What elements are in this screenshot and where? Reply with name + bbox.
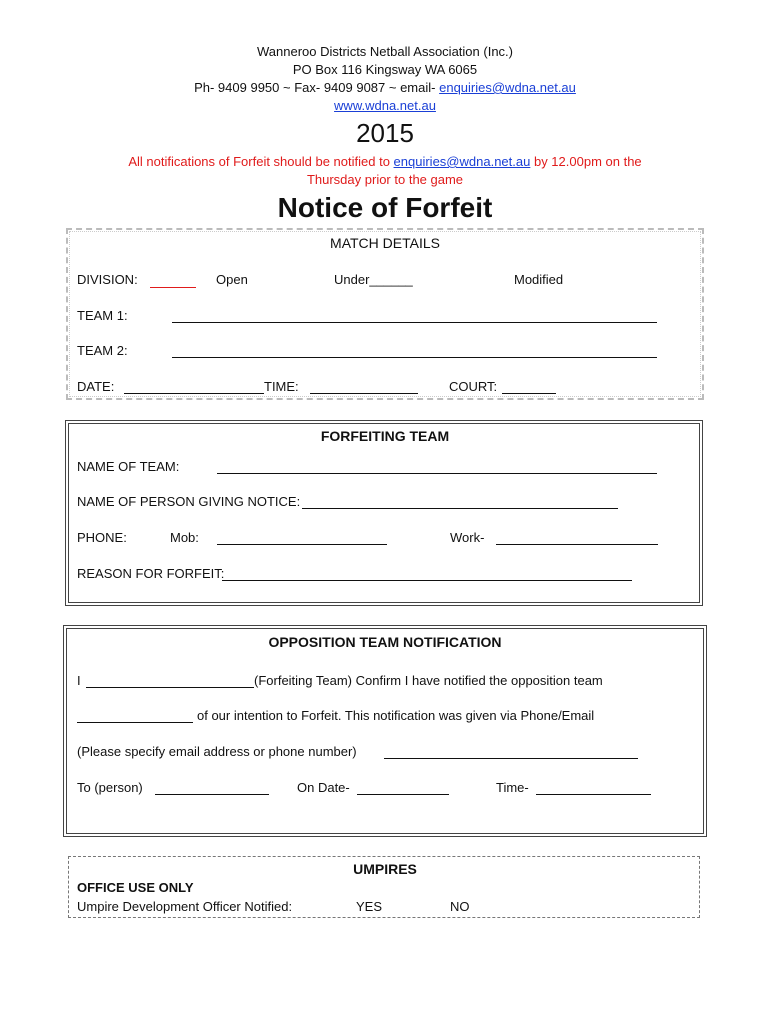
- notice-suffix: by 12.00pm on the: [533, 154, 642, 169]
- to-person-label: To (person): [77, 780, 143, 795]
- confirm-name-field[interactable]: [86, 687, 254, 688]
- on-date-field[interactable]: [357, 794, 449, 795]
- intention-text: of our intention to Forfeit. This notification was given via Phone/Email: [197, 708, 595, 723]
- court-label: COURT:: [449, 379, 498, 394]
- mob-field[interactable]: [217, 544, 387, 545]
- umpires-heading: UMPIRES: [353, 861, 417, 877]
- office-use-label: OFFICE USE ONLY: [77, 880, 194, 895]
- yes-option[interactable]: YES: [356, 899, 383, 914]
- opposition-team-field[interactable]: [77, 722, 193, 723]
- date-label: DATE:: [77, 379, 115, 394]
- division-field[interactable]: [150, 287, 196, 288]
- team1-field[interactable]: [172, 322, 657, 323]
- notice-line-1: [0, 154, 770, 169]
- on-date-label: On Date-: [297, 780, 350, 795]
- to-person-field[interactable]: [155, 794, 269, 795]
- time-label: TIME:: [264, 379, 299, 394]
- notice-line-2: Thursday prior to the game: [306, 172, 464, 187]
- year-title: 2015: [356, 118, 414, 148]
- person-label: NAME OF PERSON GIVING NOTICE:: [77, 494, 301, 509]
- match-details-box: [66, 228, 704, 400]
- website-link[interactable]: www.wdna.net.au: [334, 98, 436, 113]
- website-line: [0, 98, 770, 113]
- person-field[interactable]: [302, 508, 618, 509]
- team2-label: TEAM 2:: [77, 343, 128, 358]
- match-details-heading: MATCH DETAILS: [330, 235, 440, 251]
- team2-field[interactable]: [172, 357, 657, 358]
- specify-label: (Please specify email address or phone number): [77, 744, 357, 759]
- time-field[interactable]: [310, 393, 418, 394]
- notice-email-link[interactable]: enquiries@wdna.net.au: [393, 154, 531, 169]
- reason-field[interactable]: [222, 580, 632, 581]
- confirm-text: (Forfeiting Team) Confirm I have notified the opposition team: [254, 673, 603, 688]
- team1-label: TEAM 1:: [77, 308, 128, 323]
- page-title: Notice of Forfeit: [277, 192, 493, 223]
- court-field[interactable]: [502, 393, 556, 394]
- under-label: Under______: [334, 272, 413, 287]
- modified-label: Modified: [514, 272, 564, 287]
- org-name: Wanneroo Districts Netball Association (Inc.): [256, 44, 513, 59]
- team-name-field[interactable]: [217, 473, 657, 474]
- confirm-prefix: I: [77, 673, 81, 688]
- open-label: Open: [216, 272, 248, 287]
- opposition-heading: OPPOSITION TEAM NOTIFICATION: [268, 634, 502, 650]
- opp-time-label: Time-: [496, 780, 529, 795]
- work-field[interactable]: [496, 544, 658, 545]
- phone-label: PHONE:: [77, 530, 127, 545]
- notice-prefix: All notifications of Forfeit should be notified to: [128, 154, 390, 169]
- officer-notified-label: Umpire Development Officer Notified:: [77, 899, 293, 914]
- mob-label: Mob:: [170, 530, 199, 545]
- contact-prefix: Ph- 9409 9950 ~ Fax- 9409 9087 ~ email-: [194, 80, 436, 95]
- division-label: DIVISION:: [77, 272, 138, 287]
- team-name-label: NAME OF TEAM:: [77, 459, 180, 474]
- forfeiting-team-heading: FORFEITING TEAM: [320, 428, 450, 444]
- opposition-box: [66, 628, 704, 834]
- org-address: PO Box 116 Kingsway WA 6065: [292, 62, 478, 77]
- no-option[interactable]: NO: [450, 899, 470, 914]
- opp-time-field[interactable]: [536, 794, 651, 795]
- work-label: Work-: [450, 530, 485, 545]
- email-link[interactable]: enquiries@wdna.net.au: [439, 80, 576, 95]
- specify-field[interactable]: [384, 758, 638, 759]
- reason-label: REASON FOR FORFEIT:: [77, 566, 225, 581]
- date-field[interactable]: [124, 393, 264, 394]
- contact-line: [0, 80, 770, 95]
